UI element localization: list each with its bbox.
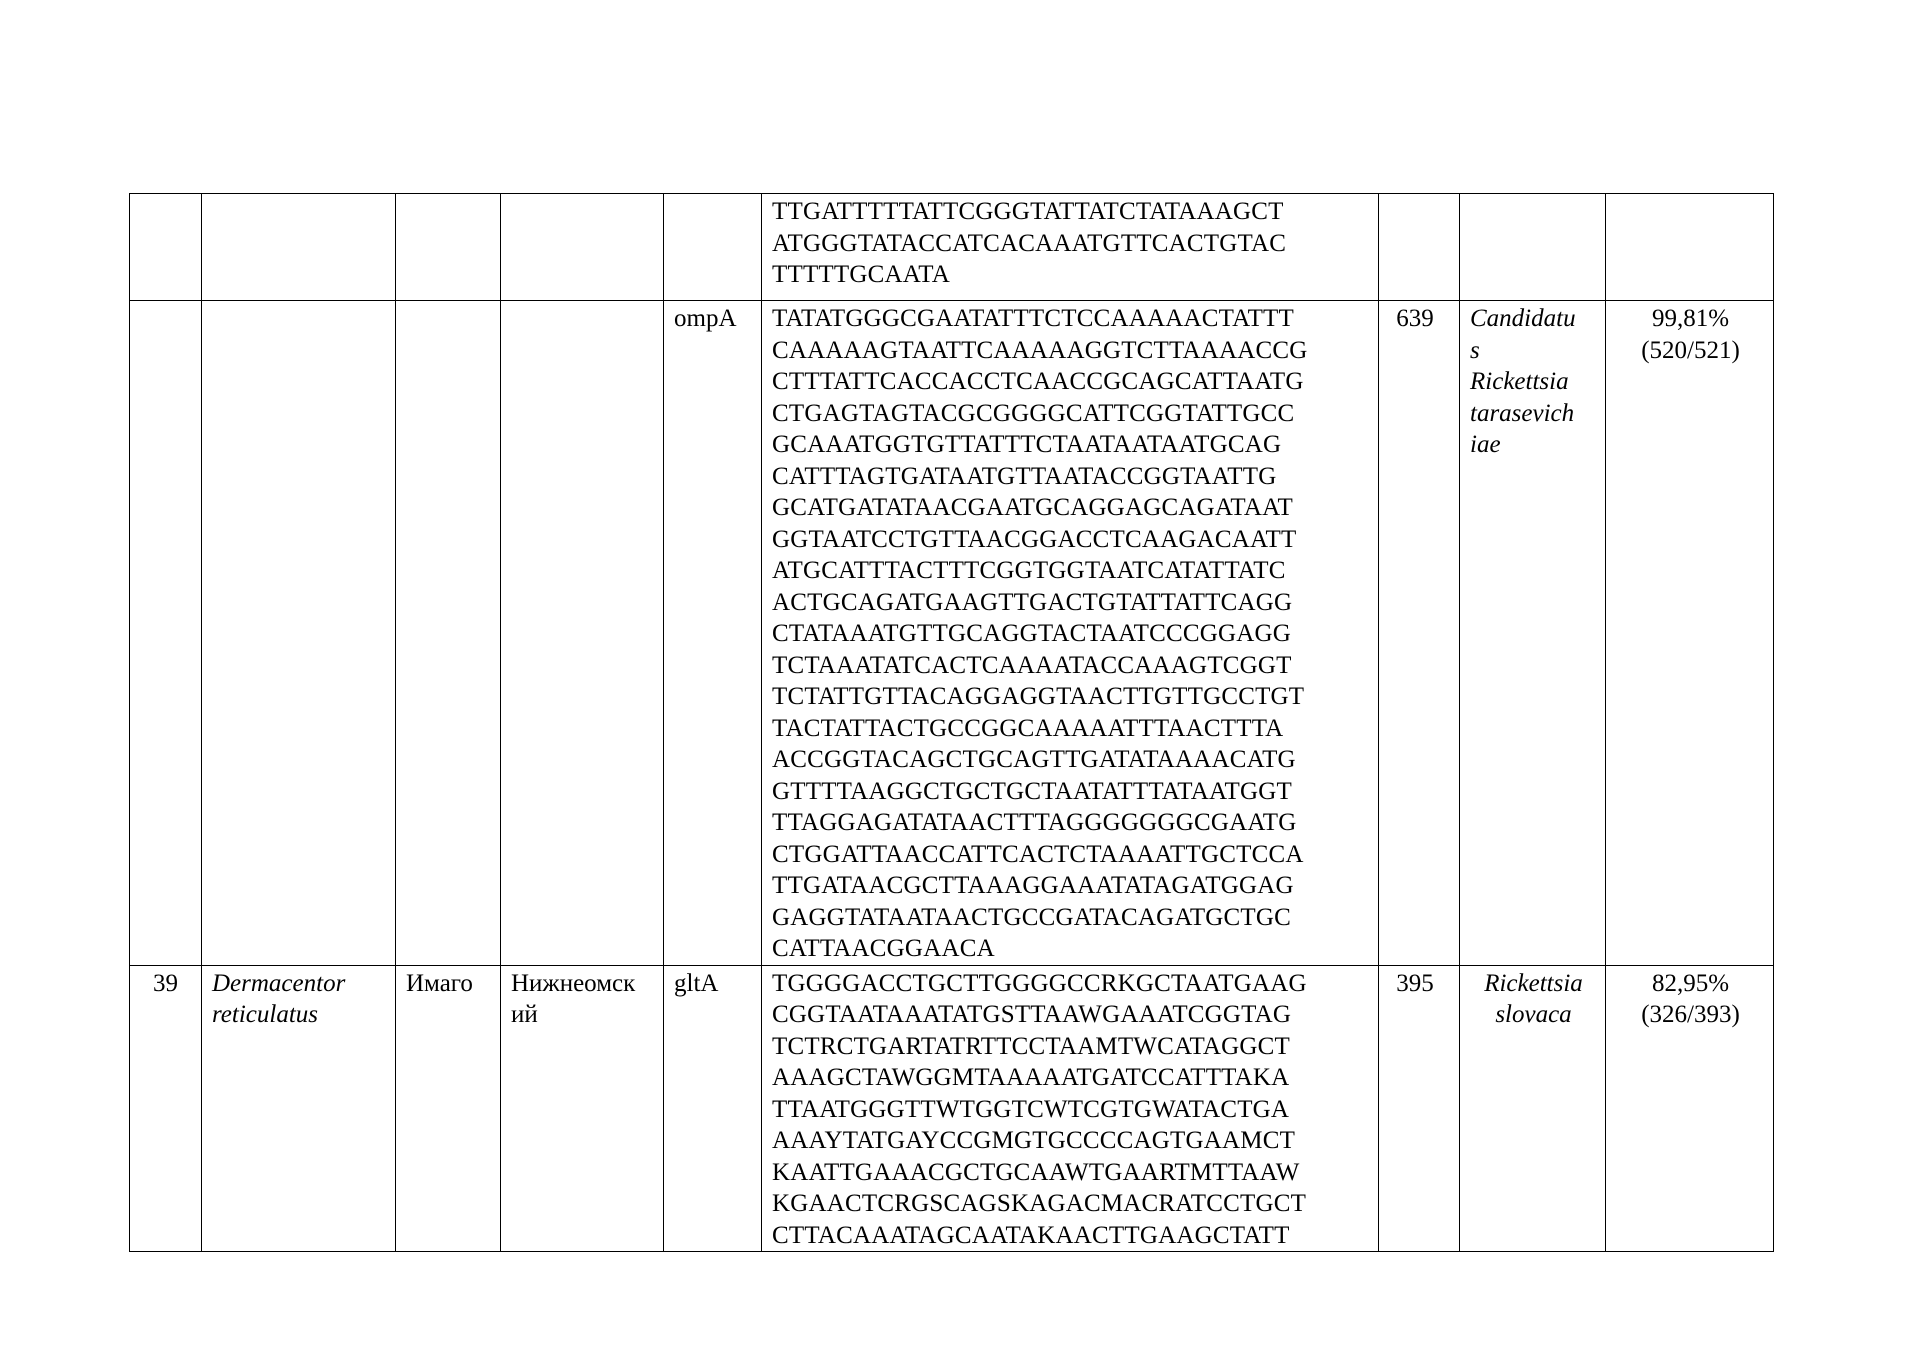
sequence-line: KGAACTCRGSCAGSKAGACMACRATCCTGCT	[772, 1190, 1307, 1217]
sequence-line: CATTTAGTGATAATGTTAATACCGGTAATTG	[772, 462, 1277, 490]
sequence-line: TGGGGACCTGCTTGGGGCCRKGCTAATGAAG	[772, 969, 1307, 997]
gene-cell	[664, 194, 762, 301]
sequence-line: TTGATTTTTATTCGGGTATTATCTATAAAGCT	[772, 198, 1284, 225]
species-cell	[202, 194, 396, 301]
sequence-line: CGGTAATAAATATGSTTAAWGAAATCGGTAG	[772, 1001, 1292, 1028]
sequence-cell	[762, 194, 1379, 301]
location-cell	[501, 194, 664, 301]
sequence-line: GCATGATATAACGAATGCAGGAGCAGATAAT	[772, 494, 1294, 521]
sequence-results-table	[129, 193, 1774, 1252]
sequence-line: TACTATTACTGCCGGCAAAAATTTAACTTTA	[772, 714, 1284, 742]
organism-cell	[1460, 965, 1606, 1252]
row-number-cell	[130, 301, 202, 966]
organism-cell-line: Rickettsia	[1484, 969, 1583, 997]
sequence-line: TCTAAATATCACTCAAAATACCAAAGTCGGT	[772, 651, 1292, 679]
sequence-line: CTTACAAATAGCAATAKAACTTGAAGCTATT	[772, 1221, 1290, 1249]
species-cell-line: reticulatus	[212, 1001, 319, 1028]
identity-cell	[1606, 301, 1774, 966]
organism-cell	[1460, 301, 1606, 966]
sequence-cell	[762, 301, 1379, 966]
organism-cell-line: s	[1470, 336, 1480, 364]
sequence-line: TATATGGGCGAATATTTCTCCAAAAACTATTT	[772, 305, 1294, 332]
table-row	[130, 301, 1774, 966]
sequence-line: GAGGTATAATAACTGCCGATACAGATGCTGC	[772, 903, 1292, 931]
species-cell	[202, 965, 396, 1252]
sequence-line: TTAGGAGATATAACTTTAGGGGGGGCGAATG	[772, 809, 1297, 836]
sequence-line: TTAATGGGTTWTGGTCWTCGTGWATACTGA	[772, 1095, 1290, 1123]
sequence-line: CAAAAAGTAATTCAAAAAGGTCTTAAAACCG	[772, 336, 1308, 364]
stage-cell: Имаго	[396, 965, 501, 1252]
identity-cell-line: (520/521)	[1641, 336, 1740, 364]
organism-cell-line: Rickettsia	[1470, 368, 1569, 395]
organism-cell	[1460, 194, 1606, 301]
stage-cell	[396, 301, 501, 966]
species-cell	[202, 301, 396, 966]
sequence-line: AAAYTATGAYCCGMGTGCCCCAGTGAAMCT	[772, 1127, 1296, 1154]
location-cell-line: Нижнеомск	[511, 969, 636, 997]
sequence-line: ACCGGTACAGCTGCAGTTGATATAAAACATG	[772, 746, 1296, 773]
identity-cell-line: 99,81%	[1651, 305, 1730, 332]
length-cell: 395	[1379, 965, 1460, 1252]
sequence-line: CTATAAATGTTGCAGGTACTAATCCCGGAGG	[772, 620, 1292, 647]
table-row	[130, 965, 1774, 1252]
sequence-line: ATGGGTATACCATCACAAATGTTCACTGTAC	[772, 229, 1287, 257]
sequence-line: TCTATTGTTACAGGAGGTAACTTGTTGCCTGT	[772, 683, 1305, 710]
table-row	[130, 194, 1774, 301]
sequence-line: CTTTATTCACCACCTCAACCGCAGCATTAATG	[772, 368, 1304, 395]
identity-cell-line: (326/393)	[1641, 1001, 1740, 1028]
organism-cell-line: Candidatu	[1470, 305, 1576, 332]
organism-cell-line: slovaca	[1495, 1001, 1572, 1028]
species-cell-line: Dermacentor	[212, 969, 346, 997]
sequence-line: CTGGATTAACCATTCACTCTAAAATTGCTCCA	[772, 840, 1304, 868]
gene-cell: gltA	[664, 965, 762, 1252]
sequence-cell	[762, 965, 1379, 1252]
sequence-line: AAAGCTAWGGMTAAAAATGATCCATTTAKA	[772, 1064, 1290, 1091]
sequence-line: ACTGCAGATGAAGTTGACTGTATTATTCAGG	[772, 588, 1293, 616]
sequence-line: GGTAATCCTGTTAACGGACCTCAAGACAATT	[772, 525, 1297, 553]
identity-cell	[1606, 194, 1774, 301]
sequence-line: CATTAACGGAACA	[772, 935, 995, 962]
identity-cell-line: 82,95%	[1651, 969, 1730, 997]
sequence-line: TCTRCTGARTATRTTCCTAAMTWCATAGGCT	[772, 1032, 1291, 1060]
location-cell-line: ий	[511, 1001, 538, 1028]
length-cell: 639	[1379, 301, 1460, 966]
sequence-line: TTGATAACGCTTAAAGGAAATATAGATGGAG	[772, 872, 1294, 899]
organism-cell-line: tarasevich	[1470, 399, 1575, 427]
sequence-line: TTTTTGCAATA	[772, 261, 950, 288]
row-number-cell: 39	[130, 965, 202, 1252]
organism-cell-line: iae	[1470, 431, 1501, 458]
row-number-cell	[130, 194, 202, 301]
sequence-line: GCAAATGGTGTTATTTCTAATAATAATGCAG	[772, 431, 1282, 458]
sequence-line: CTGAGTAGTACGCGGGGCATTCGGTATTGCC	[772, 399, 1295, 427]
sequence-line: ATGCATTTACTTTCGGTGGTAATCATATTATC	[772, 557, 1286, 584]
sequence-line: GTTTTAAGGCTGCTGCTAATATTTATAATGGT	[772, 777, 1292, 805]
location-cell	[501, 301, 664, 966]
identity-cell	[1606, 965, 1774, 1252]
sequence-line: KAATTGAAACGCTGCAAWTGAARTMTTAAW	[772, 1158, 1300, 1186]
length-cell	[1379, 194, 1460, 301]
stage-cell	[396, 194, 501, 301]
table-body	[130, 194, 1774, 1252]
gene-cell: ompA	[664, 301, 762, 966]
location-cell	[501, 965, 664, 1252]
